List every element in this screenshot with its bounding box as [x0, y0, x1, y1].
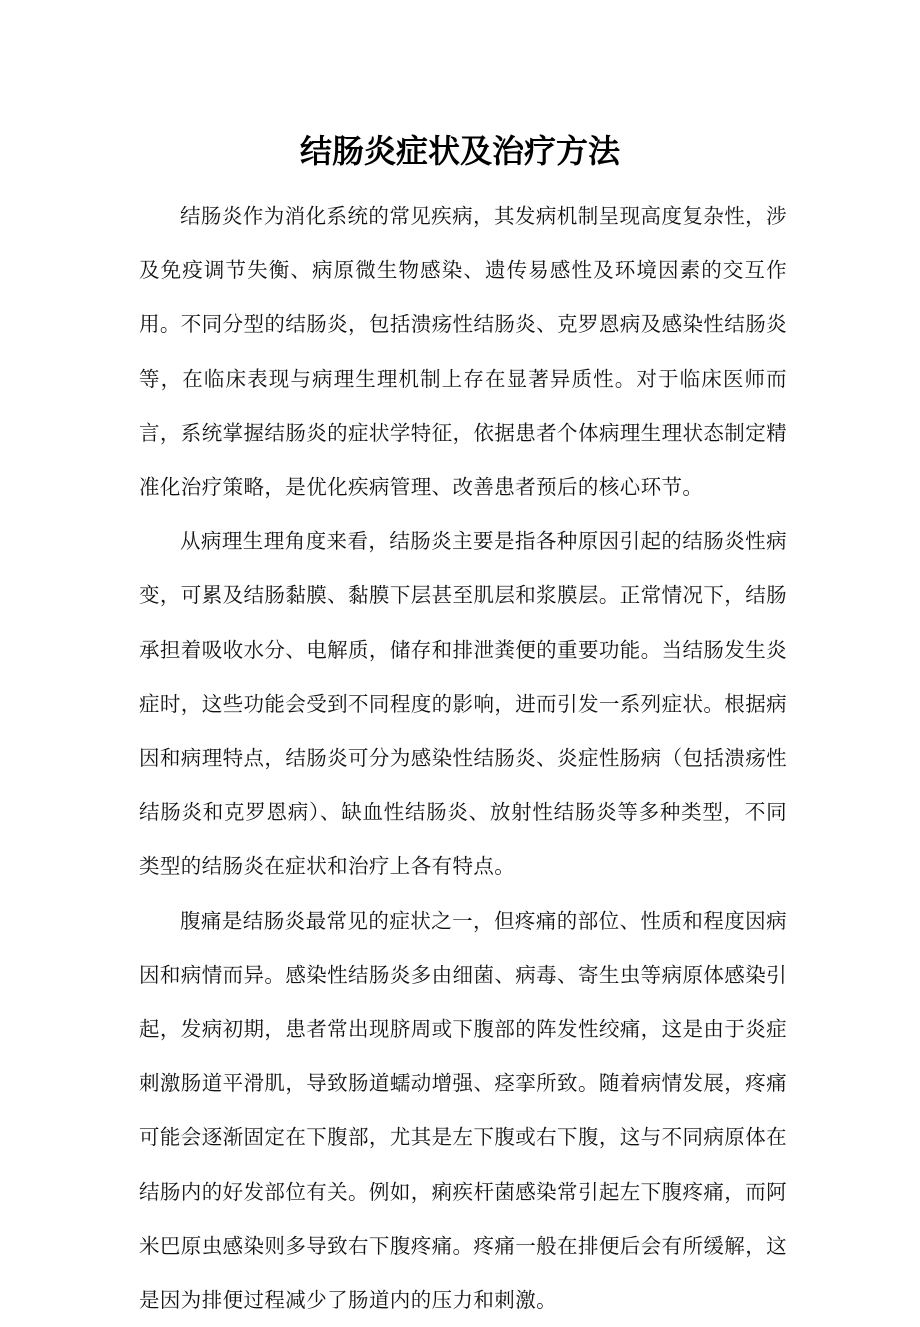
- document-body: [139, 189, 787, 1327]
- paragraph-intro: 结肠炎作为消化系统的常见疾病，其发病机制呈现高度复杂性，涉及免疫调节失衡、病原微生物感染、遗传易感性及环境因素的交互作用。不同分型的结肠炎，包括溃疡性结肠炎、克罗恩病及感染性结肠炎等，在临床表现与病理生理机制上存在显著异质性。对于临床医师而言，系统掌握结肠炎的症状学特征，依据患者个体病理生理状态制定精准化治疗策略，是优化疾病管理、改善患者预后的核心环节。: [139, 204, 787, 500]
- paragraph-abdominal-pain: 腹痛是结肠炎最常见的症状之一，但疼痛的部位、性质和程度因病因和病情而异。感染性结肠炎多由细菌、病毒、寄生虫等病原体感染引起，发病初期，患者常出现脐周或下腹部的阵发性绞痛，这是由于炎症刺激肠道平滑肌，导致肠道蠕动增强、痉挛所致。随着病情发展，疼痛可能会逐渐固定在下腹部，尤其是左下腹或右下腹，这与不同病原体在结肠内的好发部位有关。例如，痢疾杆菌感染常引起左下腹疼痛，而阿米巴原虫感染则多导致右下腹疼痛。疼痛一般在排便后会有所缓解，这是因为排便过程减少了肠道内的压力和刺激。: [139, 908, 787, 1313]
- document-title: 结肠炎症状及治疗方法: [299, 132, 620, 170]
- paragraph-pathophysiology: 从病理生理角度来看，结肠炎主要是指各种原因引起的结肠炎性病变，可累及结肠黏膜、黏膜下层甚至肌层和浆膜层。正常情况下，结肠承担着吸收水分、电解质，储存和排泄粪便的重要功能。当结肠发生炎症时，这些功能会受到不同程度的影响，进而引发一系列症状。根据病因和病理特点，结肠炎可分为感染性结肠炎、炎症性肠病（包括溃疡性结肠炎和克罗恩病）、缺血性结肠炎、放射性结肠炎等多种类型，不同类型的结肠炎在症状和治疗上各有特点。: [139, 529, 787, 879]
